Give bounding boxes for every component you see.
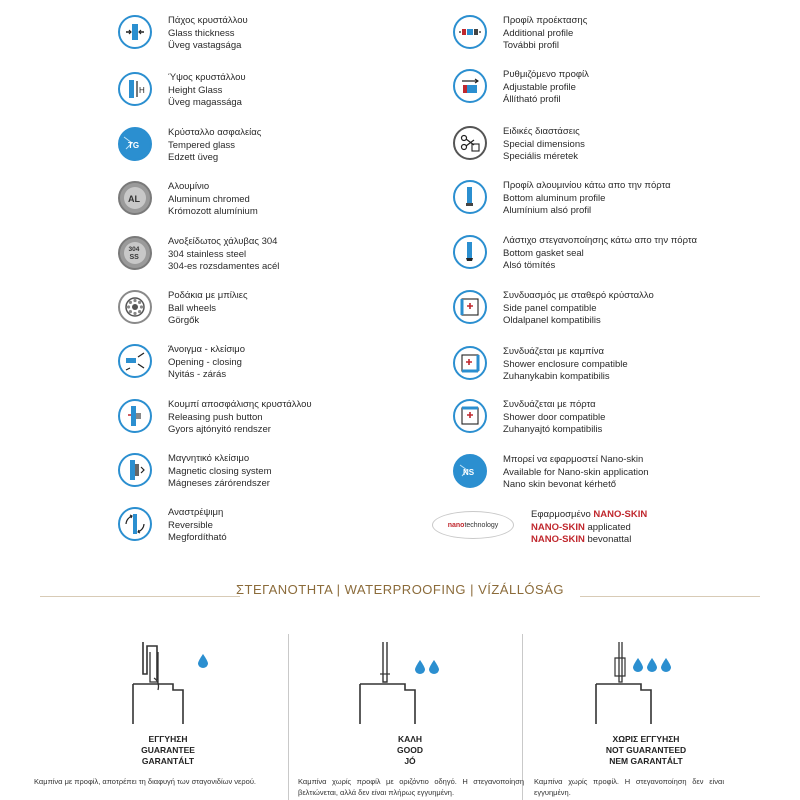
feature-label-en: Adjustable profile — [503, 81, 576, 93]
feature-label-gr: Αλουμίνιο — [168, 181, 210, 192]
push-button-icon — [118, 399, 152, 433]
feature-label-en: Opening - closing — [168, 356, 242, 368]
feature-label-hu: Alumínium alsó profil — [503, 205, 592, 216]
feature-label-en: Releasing push button — [168, 411, 263, 423]
nanotechnology-logo: nano technology — [432, 511, 514, 539]
feature-label-hu: Edzett üveg — [168, 152, 219, 163]
no-profile-diagram — [581, 632, 691, 727]
waterproofing-good — [290, 632, 530, 800]
feature-label-en: Height Glass — [168, 84, 223, 96]
svg-text:TG: TG — [128, 141, 140, 150]
waterproofing-description: Καμπίνα με προφίλ, αποτρέπει τη διαφυγή των σταγονιδίων νερού. — [34, 777, 257, 786]
gasket-seal-icon — [453, 235, 487, 269]
feature-label-en: Glass thickness — [168, 27, 235, 39]
feature-label-en: Tempered glass — [168, 139, 236, 151]
shower-door-icon — [453, 399, 487, 433]
svg-text:SS: SS — [129, 254, 139, 261]
feature-label-gr: Συνδυάζεται με καμπίνα — [503, 346, 604, 357]
feature-label-hu: Zuhanyajtó kompatibilis — [503, 424, 603, 435]
svg-text:304: 304 — [128, 246, 140, 253]
feature-label-gr: Προφίλ προέκτασης — [503, 15, 588, 26]
feature-label-en: Magnetic closing system — [168, 465, 272, 477]
opening-closing-icon — [118, 344, 152, 378]
water-drop-icon — [415, 660, 425, 674]
guide-diagram — [350, 632, 460, 727]
feature-label-en: Available for Nano-skin application — [503, 466, 649, 478]
feature-label-hu: Zuhanykabin kompatibilis — [503, 371, 610, 382]
waterproofing-guarantee — [34, 632, 288, 800]
aluminum-icon — [118, 181, 152, 215]
bottom-profile-icon — [453, 180, 487, 214]
feature-label-en: Shower enclosure compatible — [503, 358, 628, 370]
feature-label-en: Bottom gasket seal — [503, 247, 584, 259]
water-drop-icon — [429, 660, 439, 674]
feature-label-hu: Görgők — [168, 315, 200, 326]
waterproofing-label: ΕΓΓΥΗΣΗ GUARANTEE GARANTÁLT — [141, 734, 195, 766]
feature-label-gr: Ύψος κρυστάλλου — [168, 72, 246, 83]
feature-label-hu: Krómozott alumínium — [168, 206, 258, 217]
feature-label-gr: Πάχος κρυστάλλου — [168, 15, 248, 26]
special-dimensions-icon — [453, 126, 487, 160]
feature-label-hu: Mágneses zárórendszer — [168, 478, 270, 489]
waterproofing-title: ΣΤΕΓΑΝΟΤΗΤΑ | WATERPROOFING | VÍZÁLLÓSÁG — [236, 582, 564, 597]
feature-label-hu: Speciális méretek — [503, 151, 578, 162]
feature-label-hu: Oldalpanel kompatibilis — [503, 315, 601, 326]
water-drop-icon — [198, 654, 208, 668]
waterproofing-description: Καμπίνα χωρίς προφίλ με οριζόντιο οδηγό. Η στεγανοποίηση βελτιώνεται, αλλά δεν είναι πλήρως εγγυημένη. — [298, 777, 524, 797]
feature-label-hu: További profil — [503, 40, 559, 51]
feature-label-gr: Προφίλ αλουμινίου κάτω απο την πόρτα — [503, 180, 671, 191]
waterproofing-not-guaranteed — [526, 632, 766, 800]
feature-label-gr: Λάστιχο στεγανοποίησης κάτω απο την πόρτα — [503, 235, 697, 246]
tempered-glass-icon — [118, 127, 152, 161]
profile-seal-diagram — [128, 632, 238, 727]
feature-label-gr: Κρύσταλλο ασφαλείας — [168, 127, 262, 138]
ball-wheels-icon — [118, 290, 152, 324]
feature-label-hu: 304-es rozsdamentes acél — [168, 261, 280, 272]
feature-label-en: Reversible — [168, 519, 213, 531]
column-divider — [288, 634, 289, 800]
side-panel-icon — [453, 290, 487, 324]
nano-skin-text: Εφαρμοσμένο NANO-SKIN NANO-SKIN applicated NANO-SKIN bevonattal — [531, 509, 648, 545]
feature-label-hu: Gyors ajtónyitó rendszer — [168, 424, 271, 435]
additional-profile-icon — [453, 15, 487, 49]
feature-label-en: Aluminum chromed — [168, 193, 250, 205]
feature-label-gr: Κουμπί αποσφάλισης κρυστάλλου — [168, 399, 312, 410]
shower-enclosure-icon — [453, 346, 487, 380]
svg-text:NS: NS — [463, 468, 475, 477]
waterproofing-label: ΧΩΡΙΣ ΕΓΓΥΗΣΗ NOT GUARANTEED NEM GARANTÁLT — [605, 734, 687, 766]
feature-label-gr: Μαγνητικό κλείσιμο — [168, 453, 250, 464]
feature-label-gr: Συνδυάζεται με πόρτα — [503, 399, 596, 410]
feature-label-gr: Ειδικές διαστάσεις — [503, 126, 580, 137]
feature-label-gr: Αναστρέψιμη — [168, 507, 224, 518]
feature-label-en: Additional profile — [503, 27, 574, 39]
feature-label-en: 304 stainless steel — [168, 248, 247, 260]
feature-label-gr: Ανοξείδωτος χάλυβας 304 — [168, 236, 278, 247]
height-glass-icon — [118, 72, 152, 106]
feature-label-hu: Állítható profil — [503, 94, 561, 105]
stainless-steel-icon — [118, 236, 152, 270]
feature-label-hu: Üveg vastagsága — [168, 40, 242, 51]
feature-label-hu: Nano skin bevonat kérhető — [503, 479, 617, 490]
water-drop-icon — [633, 658, 643, 672]
feature-label-gr: Ρυθμιζόμενο προφίλ — [503, 69, 589, 80]
nano-skin-icon — [453, 454, 487, 488]
feature-label-hu: Alsó tömítés — [503, 260, 556, 271]
feature-label-en: Ball wheels — [168, 302, 217, 314]
feature-label-hu: Megfordítható — [168, 532, 227, 543]
magnetic-closing-icon — [118, 453, 152, 487]
svg-text:H: H — [139, 86, 145, 95]
glass-thickness-icon — [118, 15, 152, 49]
feature-label-hu: Nyitás - zárás — [168, 369, 227, 380]
waterproofing-description: Καμπίνα χωρίς προφίλ. Η στεγανοποίηση δεν είναι εγγυημένη. — [534, 777, 724, 797]
feature-label-hu: Üveg magassága — [168, 97, 242, 108]
feature-label-gr: Ροδάκια με μπίλιες — [168, 290, 248, 301]
feature-label-gr: Μπορεί να εφαρμοστεί Nano-skin — [503, 454, 644, 465]
waterproofing-label: ΚΑΛΗ GOOD JÓ — [397, 734, 423, 766]
feature-label-gr: Συνδυασμός με σταθερό κρύσταλλο — [503, 290, 654, 301]
reversible-icon — [118, 507, 152, 541]
adjustable-profile-icon — [453, 69, 487, 103]
feature-label-en: Bottom aluminum profile — [503, 192, 606, 204]
feature-label-gr: Άνοιγμα - κλείσιμο — [168, 344, 246, 355]
feature-label-en: Shower door compatible — [503, 411, 606, 423]
feature-label-en: Special dimensions — [503, 138, 585, 150]
svg-text:AL: AL — [128, 194, 140, 204]
water-drop-icon — [661, 658, 671, 672]
water-drop-icon — [647, 658, 657, 672]
feature-label-en: Side panel compatible — [503, 302, 597, 314]
